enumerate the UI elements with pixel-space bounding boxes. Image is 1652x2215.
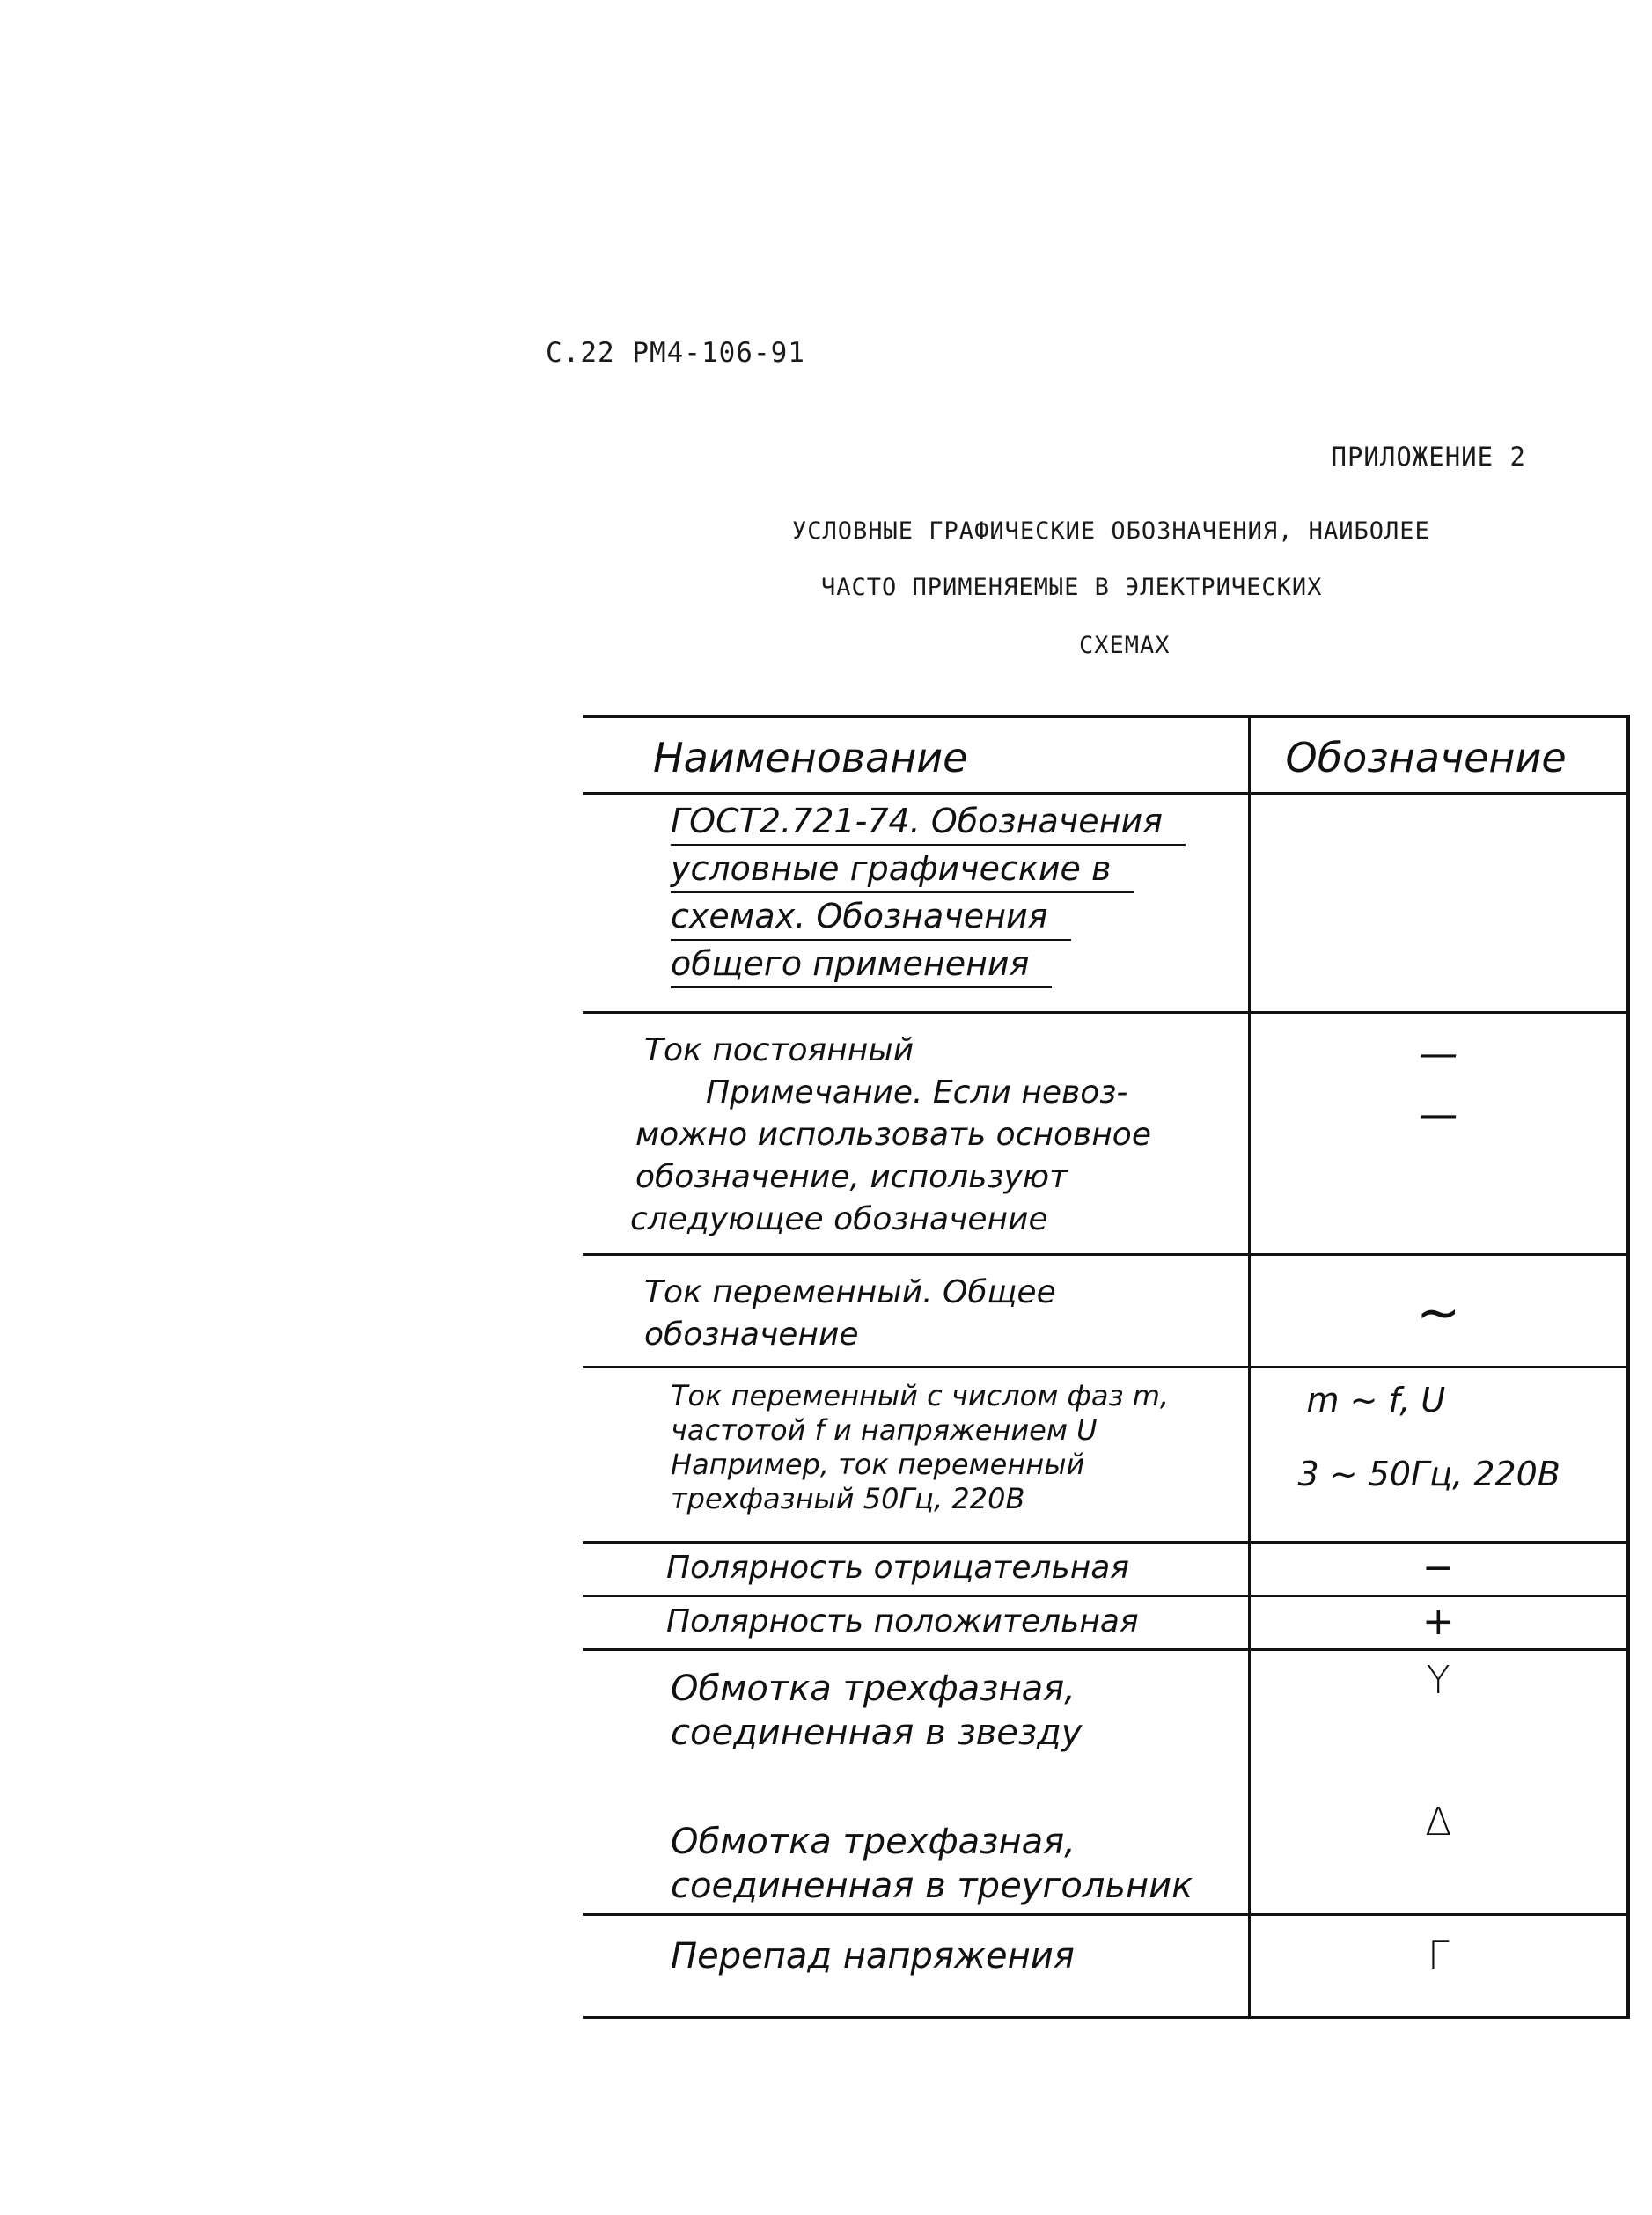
dc-note-line-3: обозначение, используют <box>635 1159 1068 1195</box>
acm-symbols <box>1251 1368 1627 1493</box>
delta-symbol: Δ <box>1425 1800 1452 1845</box>
table-row <box>583 1255 1628 1368</box>
gost-line-1: ГОСТ2.721-74. Обозначения <box>671 798 1186 846</box>
dc-symbol-alt: — <box>1419 1092 1458 1137</box>
ac-name-line-2: обозначение <box>644 1317 859 1353</box>
title-line-1: УСЛОВНЫЕ ГРАФИЧЕСКИЕ ОБОЗНАЧЕНИЯ, НАИБОЛЕЕ <box>792 517 1430 545</box>
dc-note-line-4: следующее обозначение <box>630 1201 1048 1237</box>
winding-symbols <box>1251 1651 1627 1845</box>
row-name-cell <box>583 1915 1249 2018</box>
table-row <box>583 1596 1628 1650</box>
row-symbol-cell <box>1249 1368 1628 1543</box>
appendix-label: ПРИЛОЖЕНИЕ 2 <box>1331 442 1526 472</box>
title-line-2: ЧАСТО ПРИМЕНЯЕМЫЕ В ЭЛЕКТРИЧЕСКИХ <box>821 574 1323 601</box>
dc-note-line-1: Примечание. Если невоз- <box>706 1074 1128 1111</box>
gost-line-2: условные графические в <box>671 846 1134 893</box>
row-symbol-cell <box>1249 1915 1628 2018</box>
ac-name-line-1: Ток переменный. Общее <box>644 1274 1056 1310</box>
row-name-cell <box>583 1255 1249 1368</box>
column-header-symbol <box>1249 716 1628 794</box>
table-row <box>583 794 1628 1013</box>
table-header-row <box>583 716 1628 794</box>
row-name-cell <box>583 1543 1249 1596</box>
ac-symbol: ~ <box>1416 1282 1461 1344</box>
acm-symbol-example: 3 ~ 50Гц, 220В <box>1297 1455 1560 1493</box>
row-name-cell <box>583 1368 1249 1543</box>
dc-symbol-main: — <box>1419 1031 1458 1076</box>
column-header-symbol-label: Обозначение <box>1285 734 1567 781</box>
gost-reference <box>583 795 1248 988</box>
acm-name-line-3: Например, ток переменный <box>671 1448 1085 1481</box>
row-name-cell <box>583 1013 1249 1255</box>
step-symbol: Г <box>1427 1933 1450 1978</box>
row-symbol-cell <box>1249 1013 1628 1255</box>
gost-line-3: схемах. Обозначения <box>671 893 1071 941</box>
document-code: С.22 РМ4-106-91 <box>546 337 805 369</box>
row-name <box>583 1256 1248 1356</box>
row-symbol-cell <box>1249 1543 1628 1596</box>
column-header-name-label: Наименование <box>653 734 968 781</box>
dc-symbols <box>1251 1014 1627 1137</box>
step-name: Перепад напряжения <box>671 1936 1075 1977</box>
row-name-cell <box>583 1650 1249 1915</box>
star-name-line-1: Обмотка трехфазная, <box>671 1669 1076 1709</box>
table-row <box>583 1650 1628 1915</box>
delta-name-line-1: Обмотка трехфазная, <box>671 1822 1076 1862</box>
acm-name-line-2: частотой f и напряжением U <box>671 1413 1098 1447</box>
star-name-line-2: соединенная в звезду <box>671 1713 1083 1753</box>
row-symbol-cell <box>1249 1650 1628 1915</box>
neg-name: Полярность отрицательная <box>666 1550 1130 1586</box>
delta-name-line-2: соединенная в треугольник <box>671 1866 1193 1906</box>
row-name <box>583 1368 1248 1516</box>
empty-symbol-cell <box>1249 794 1628 1013</box>
dc-note-line-2: можно использовать основное <box>635 1117 1151 1153</box>
symbols-table <box>583 715 1630 2019</box>
title-line-3: СХЕМАХ <box>1079 632 1171 659</box>
table-row <box>583 1013 1628 1255</box>
table-row <box>583 1915 1628 2018</box>
pos-name: Полярность положительная <box>666 1603 1139 1639</box>
gost-line-4: общего применения <box>671 941 1052 988</box>
acm-name-line-4: трехфазный 50Гц, 220В <box>671 1482 1025 1515</box>
pos-symbol: + <box>1421 1599 1455 1644</box>
gost-reference-cell <box>583 794 1249 1013</box>
column-header-name <box>583 716 1249 794</box>
acm-symbol-general: m ~ f, U <box>1306 1381 1446 1419</box>
acm-name-line-1: Ток переменный с числом фаз m, <box>671 1379 1170 1412</box>
row-name <box>583 1014 1248 1241</box>
neg-symbol: − <box>1421 1545 1455 1590</box>
star-symbol: Y <box>1426 1658 1450 1703</box>
row-name <box>583 1651 1248 1908</box>
row-name-cell <box>583 1596 1249 1650</box>
dc-name: Ток постоянный <box>644 1032 914 1068</box>
row-symbol-cell <box>1249 1596 1628 1650</box>
table-row <box>583 1543 1628 1596</box>
table-row <box>583 1368 1628 1543</box>
row-symbol-cell <box>1249 1255 1628 1368</box>
